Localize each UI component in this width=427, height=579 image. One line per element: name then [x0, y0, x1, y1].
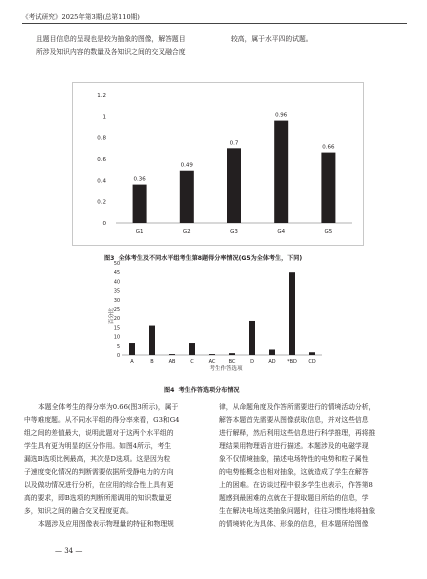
running-header: 《考试研究》2025年第3期(总第110期) [22, 13, 140, 21]
y-tick-label: 40 [113, 280, 120, 286]
x-tick-label: C [190, 359, 194, 365]
data-label: 0.49 [180, 162, 193, 169]
data-label: 0.7 [229, 140, 239, 147]
x-tick-label: CD [308, 359, 316, 365]
bar [289, 272, 295, 355]
text-line: 较高，属于水平四的试题。 [231, 35, 313, 43]
page-number: — 34 — [55, 547, 83, 555]
y-tick-label: 0.4 [97, 178, 106, 185]
header-rule [22, 23, 407, 24]
caption-number: 图4 [164, 387, 175, 394]
x-tick-label: D [250, 359, 254, 365]
bar [169, 354, 175, 355]
text-line: 象不仅情境抽象，描述电场特性的电势和粒子属性 [219, 455, 369, 463]
text-line: 的电势能概念也相对抽象，这就造成了学生在解答 [219, 468, 369, 476]
x-tick-label: G4 [277, 229, 286, 235]
bar [321, 153, 335, 223]
y-tick-label: 0.8 [97, 135, 106, 142]
text-line: 组之间的差值最大，说明此题对于这两个水平组的 [24, 429, 174, 437]
text-line: 学生具有更为明显的区分作用。如图4所示，考生 [24, 442, 172, 450]
body-right-column [219, 401, 375, 531]
figure-4-chart [110, 256, 326, 377]
y-tick-label: 25 [113, 308, 120, 313]
text-line: 本题涉及应用图像表示物理量的特征和物理规 [38, 520, 174, 528]
text-line: 生在解决电场这类抽象问题时，往往习惯性地将抽象 [219, 507, 376, 515]
bar [133, 185, 147, 223]
x-tick-label: B [150, 359, 154, 365]
text-line: 进行解释，然后利用这些信息进行科学推理，再将推 [219, 429, 376, 437]
caption-text: 考生作答选项分布情况 [178, 387, 240, 394]
x-tick-label: *BD [287, 359, 297, 365]
y-tick-label: 20 [113, 317, 120, 323]
text-line: 以及做功情况进行分析，在应用的综合性上具有更 [24, 481, 174, 489]
text-line: 解答本题首先需要从图像获取信息，并对这些信息 [219, 416, 369, 424]
text-line: 漏选B选项比例最高，其次是D选项。这是因为粒 [24, 455, 171, 463]
text-line: 多，知识之间的融合交叉程度更高。 [24, 507, 133, 515]
text-line: 理结果用物理语言进行描述。本题涉及的电磁学现 [219, 442, 369, 450]
figure-3-chart [72, 82, 364, 246]
x-tick-label: AB [168, 359, 176, 365]
x-tick-label: AD [268, 359, 276, 365]
text-line: 的情境转化为具体、形象的信息，但本题所给图像 [219, 520, 369, 528]
intro-left-column [36, 33, 186, 59]
bar [180, 171, 194, 223]
bar [209, 354, 215, 355]
text-line: 且题目信息的呈现也是较为抽象的图像，解答题目 [36, 35, 186, 43]
bar [274, 121, 288, 223]
bar [227, 148, 241, 223]
bar [149, 326, 155, 355]
y-tick-label: 15 [113, 326, 120, 332]
y-tick-label: 0.6 [97, 157, 106, 163]
y-tick-label: 0 [116, 354, 120, 359]
y-tick-label: 30 [113, 298, 120, 304]
x-axis-label: 考生作答选项 [209, 366, 243, 372]
x-tick-label: G3 [230, 229, 238, 235]
x-tick-label: G2 [182, 229, 191, 235]
y-tick-label: 45 [113, 271, 120, 277]
text-line: 律，从命题角度及作答所需要进行的情境活动分析， [219, 403, 376, 411]
text-line: 本题全体考生的得分率为0.66(图3所示)，属于 [38, 403, 179, 411]
caption-text: 全体考生及不同水平组考生第8题得分率情况(G5为全体考生，下同) [118, 255, 303, 262]
bar [229, 353, 235, 355]
bar [249, 321, 255, 355]
intro-right-column [231, 33, 313, 46]
caption-number: 图3 [104, 255, 115, 262]
x-tick-label: BC [228, 359, 236, 365]
text-line: 子速度变化情况的判断需要依据所受静电力的方向 [24, 468, 174, 476]
figure-4-caption [164, 385, 240, 394]
bar [129, 343, 135, 355]
y-tick-label: 10 [113, 335, 120, 341]
y-tick-label: 5 [116, 344, 120, 350]
body-left-column [24, 401, 179, 531]
x-tick-label: G1 [135, 229, 144, 235]
y-tick-label: 0 [102, 221, 106, 227]
y-axis-label: 百分比 [109, 307, 115, 325]
text-line: 中等难度题。从不同水平组的得分率来看，G3和G4 [24, 416, 180, 424]
y-tick-label: 1 [102, 114, 106, 121]
y-tick-label: 35 [113, 289, 120, 295]
data-label: 0.66 [322, 144, 335, 151]
x-tick-label: A [130, 359, 134, 365]
bar [309, 352, 315, 355]
bar [189, 343, 195, 355]
text-line: 高的要求，即B选项的判断所需调用的知识数量更 [24, 494, 172, 502]
x-tick-label: G5 [324, 229, 333, 235]
chart-frame [73, 83, 364, 246]
y-tick-label: 50 [113, 262, 120, 267]
x-tick-label: AC [208, 359, 216, 365]
y-tick-label: 1.2 [97, 93, 106, 99]
data-label: 0.36 [133, 176, 146, 183]
text-line: 题感到最困难的点就在于提取题目所给的信息，学 [219, 494, 369, 502]
text-line: 所涉及知识内容的数量及各知识之间的交叉融合度 [36, 48, 186, 56]
y-tick-label: 0.2 [97, 199, 106, 206]
bar [269, 349, 275, 355]
data-label: 0.96 [275, 112, 288, 119]
text-line: 上的困难。在访谈过程中很多学生也表示，作答第8 [219, 481, 373, 489]
